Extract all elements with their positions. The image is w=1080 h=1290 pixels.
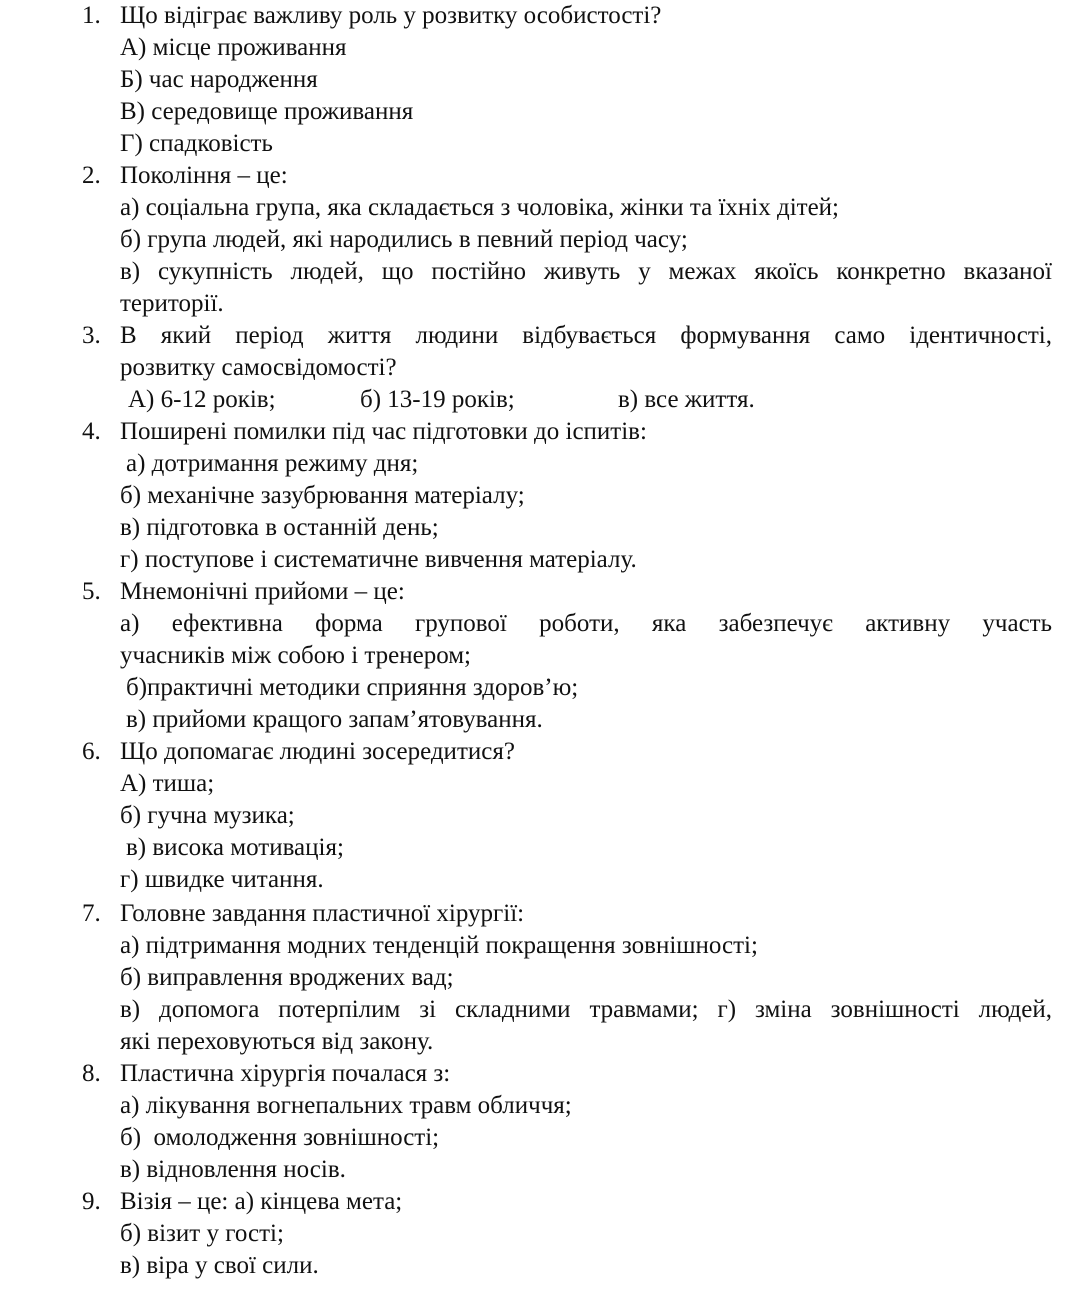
answer-option: В) середовище проживання (120, 98, 414, 125)
question-3 (0, 320, 1052, 416)
question-number: 2. (82, 162, 101, 189)
question-stem: Поширені помилки під час підготовки до іспитів: (120, 418, 647, 445)
answer-option: б) 13-19 років; (360, 386, 515, 413)
answer-option: в) все життя. (618, 386, 755, 413)
question-stem: Що відіграє важливу роль у розвитку особистості? (120, 2, 662, 29)
question-9 (0, 1186, 1052, 1282)
answer-option: в) відновлення носів. (120, 1156, 346, 1183)
question-number: 7. (82, 900, 101, 927)
answer-option: а) ефективна форма групової роботи, яка забезпечує активну участь (120, 610, 1052, 637)
answer-option: в) підготовка в останній день; (120, 514, 439, 541)
answer-option: г) поступове і систематичне вивчення матеріалу. (120, 546, 637, 573)
answer-option: А) 6-12 років; (128, 386, 276, 413)
question-number: 9. (82, 1188, 101, 1215)
answer-option: А) місце проживання (120, 34, 347, 61)
answer-option: б) механічне зазубрювання матеріалу; (120, 482, 525, 509)
answer-option: в) допомога потерпілим зі складними травмами; г) зміна зовнішності людей, (120, 996, 1052, 1023)
question-6 (0, 736, 1052, 896)
answer-option: а) дотримання режиму дня; (126, 450, 419, 477)
answer-option: в) висока мотивація; (126, 834, 344, 861)
question-stem: Мнемонічні прийоми – це: (120, 578, 405, 605)
question-stem: Що допомагає людині зосередитися? (120, 738, 515, 765)
answer-option-continued: які переховуються від закону. (120, 1028, 434, 1055)
answer-option: в) прийоми кращого запам’ятовування. (126, 706, 543, 733)
answer-option: б)практичні методики сприяння здоров’ю; (126, 674, 579, 701)
question-number: 8. (82, 1060, 101, 1087)
question-number: 1. (82, 2, 101, 29)
answer-option: а) лікування вогнепальних травм обличчя; (120, 1092, 572, 1119)
answer-option: Б) час народження (120, 66, 318, 93)
question-8 (0, 1058, 1052, 1186)
question-number: 5. (82, 578, 101, 605)
answer-option: б) група людей, які народились в певний період часу; (120, 226, 688, 253)
question-stem: Візія – це: а) кінцева мета; (120, 1188, 403, 1215)
question-stem-continued: розвитку самосвідомості? (120, 354, 397, 381)
question-stem: Пластична хірургія почалася з: (120, 1060, 451, 1087)
answer-option: г) швидке читання. (120, 866, 324, 893)
answer-option: в) віра у свої сили. (120, 1252, 319, 1279)
answer-option: а) соціальна група, яка складається з чоловіка, жінки та їхніх дітей; (120, 194, 839, 221)
question-1 (0, 0, 1052, 160)
answer-options-row (120, 384, 1052, 416)
answer-option: б) гучна музика; (120, 802, 295, 829)
answer-option: Г) спадковість (120, 130, 273, 157)
answer-option: а) підтримання модних тенденцій покращення зовнішності; (120, 932, 758, 959)
question-number: 4. (82, 418, 101, 445)
answer-option: б) візит у гості; (120, 1220, 284, 1247)
answer-option: в) сукупність людей, що постійно живуть у межах якоїсь конкретно вказаної (120, 258, 1052, 285)
question-2 (0, 160, 1052, 320)
question-number: 6. (82, 738, 101, 765)
answer-option-continued: території. (120, 290, 224, 317)
question-7 (0, 898, 1052, 1058)
answer-option: б) омолодження зовнішності; (120, 1124, 440, 1151)
question-4 (0, 416, 1052, 576)
question-stem: В який період життя людини відбувається формування само ідентичності, (120, 322, 1052, 349)
question-stem: Покоління – це: (120, 162, 288, 189)
question-5 (0, 576, 1052, 736)
answer-option: б) виправлення вроджених вад; (120, 964, 454, 991)
question-number: 3. (82, 322, 101, 349)
answer-option-continued: учасників між собою і тренером; (120, 642, 471, 669)
answer-option: А) тиша; (120, 770, 215, 797)
question-stem: Головне завдання пластичної хірургії: (120, 900, 525, 927)
